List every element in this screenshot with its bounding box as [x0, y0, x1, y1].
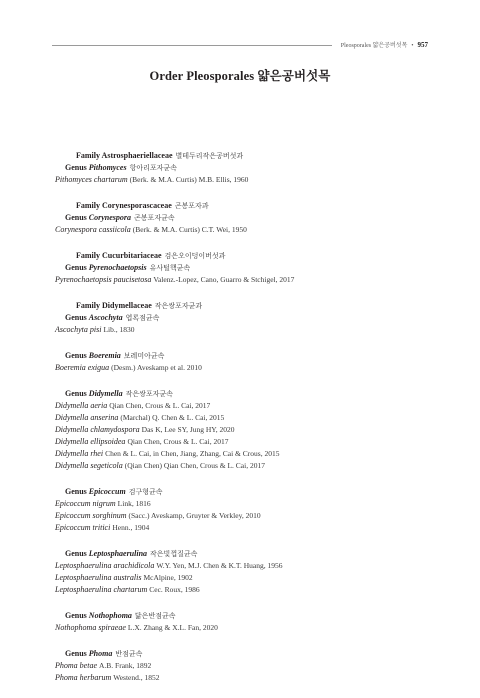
family-line [55, 150, 435, 162]
species-name: Didymella chlamydospora [55, 425, 140, 434]
genus-korean-name: 검구형균속 [128, 488, 163, 496]
species-line [55, 362, 435, 374]
genus-korean-name: 반점균속 [115, 650, 143, 658]
genus-prefix: Genus [65, 313, 87, 322]
species-line [55, 274, 435, 286]
species-line [55, 510, 435, 522]
family-name: Family Corynesporascaceae [76, 201, 172, 210]
genus-line [55, 648, 435, 660]
genus-prefix: Genus [65, 213, 87, 222]
species-authority: Qian Chen, Crous & L. Cai, 2017 [127, 437, 229, 446]
family-name: Family Didymellaceae [76, 301, 152, 310]
species-name: Didymella aeria [55, 401, 108, 410]
species-authority: Link, 1816 [117, 499, 151, 508]
taxon-section [55, 150, 435, 186]
species-authority: McAlpine, 1902 [143, 573, 193, 582]
taxon-section [55, 610, 435, 634]
species-name: Phoma betae [55, 661, 97, 670]
genus-name: Corynespora [88, 213, 132, 222]
genus-korean-name: 곤봉포자균속 [134, 214, 175, 222]
species-line [55, 174, 435, 186]
species-name: Nothophoma spiraeae [55, 623, 126, 632]
species-authority: W.Y. Yen, M.J. Chen & K.T. Huang, 1956 [156, 561, 283, 570]
species-authority: Chen & L. Cai, in Chen, Jiang, Zhang, Cai & Crous, 2015 [105, 449, 280, 458]
genus-line [55, 212, 435, 224]
genus-korean-name: 보레미아균속 [123, 352, 165, 360]
family-korean-name: 검은오이덩이버섯과 [164, 252, 226, 260]
species-authority: (Desm.) Aveskamp et al. 2010 [111, 363, 202, 372]
species-authority: (Qian Chen) Qian Chen, Crous & L. Cai, 2017 [124, 461, 265, 470]
family-line [55, 250, 435, 262]
taxon-section [55, 388, 435, 472]
family-name: Family Astrosphaeriellaceae [76, 151, 173, 160]
species-authority: (Marchal) Q. Chen & L. Cai, 2015 [120, 413, 225, 422]
taxon-section [55, 300, 435, 336]
species-authority: Henn., 1904 [112, 523, 150, 532]
family-korean-name: 별테두리작은공버섯과 [175, 152, 244, 160]
species-line [55, 660, 435, 672]
species-name: Boeremia exigua [55, 363, 110, 372]
species-authority: Cec. Roux, 1986 [149, 585, 200, 594]
genus-prefix: Genus [65, 263, 87, 272]
genus-korean-name: 작은쌍포자균속 [125, 390, 173, 398]
genus-korean-name: 닮은반점균속 [134, 612, 176, 620]
species-authority: (Berk. & M.A. Curtis) C.T. Wei, 1950 [132, 225, 247, 234]
species-name: Epicoccum tritici [55, 523, 111, 532]
genus-prefix: Genus [65, 163, 87, 172]
genus-name: Pithomyces [88, 163, 127, 172]
species-line [55, 522, 435, 534]
genus-line [55, 388, 435, 400]
species-name: Ascochyta pisi [55, 325, 102, 334]
genus-name: Phoma [88, 649, 113, 658]
genus-korean-name: 작은빛껍질균속 [150, 550, 198, 558]
header-rule [52, 45, 332, 46]
species-line [55, 448, 435, 460]
species-line [55, 324, 435, 336]
species-line [55, 572, 435, 584]
species-line [55, 224, 435, 236]
species-name: Phoma herbarum [55, 673, 112, 682]
species-name: Leptosphaerulina chartarum [55, 585, 148, 594]
species-name: Didymella ellipsoidea [55, 437, 126, 446]
species-authority: L.X. Zhang & X.L. Fan, 2020 [127, 623, 218, 632]
species-authority: Valenz.-Lopez, Cano, Guarro & Stchigel, 2017 [153, 275, 295, 284]
species-authority: (Sacc.) Aveskamp, Gruyter & Verkley, 2010 [128, 511, 261, 520]
taxon-section [55, 548, 435, 596]
running-head-text [341, 40, 428, 51]
family-name: Family Cucurbitariaceae [76, 251, 162, 260]
page-number: 957 [417, 41, 428, 49]
genus-name: Leptosphaerulina [88, 549, 148, 558]
family-line [55, 200, 435, 212]
bullet-separator: • [411, 43, 414, 49]
taxon-section [55, 200, 435, 236]
species-name: Didymella rhei [55, 449, 104, 458]
taxon-list [55, 150, 435, 698]
taxon-section [55, 486, 435, 534]
genus-name: Pyrenochaetopsis [88, 263, 147, 272]
genus-prefix: Genus [65, 649, 87, 658]
genus-prefix: Genus [65, 389, 87, 398]
taxon-section [55, 250, 435, 286]
species-authority: Lib., 1830 [103, 325, 135, 334]
page-title: Order Pleosporales 얇은공버섯목 [149, 69, 331, 83]
species-name: Didymella anserina [55, 413, 119, 422]
species-line [55, 672, 435, 684]
species-name: Leptosphaerulina arachidicola [55, 561, 155, 570]
genus-korean-name: 유사털핵균속 [149, 264, 191, 272]
species-name: Leptosphaerulina australis [55, 573, 142, 582]
genus-line [55, 610, 435, 622]
species-name: Pithomyces chartarum [55, 175, 128, 184]
family-korean-name: 곤봉포자과 [174, 202, 209, 210]
species-line [55, 412, 435, 424]
genus-name: Boeremia [88, 351, 121, 360]
species-name: Corynespora cassiicola [55, 225, 131, 234]
running-title: Pleosporales 얇은공버섯목 [340, 43, 408, 49]
species-line [55, 560, 435, 572]
taxon-section [55, 350, 435, 374]
family-line [55, 300, 435, 312]
genus-line [55, 486, 435, 498]
genus-prefix: Genus [65, 549, 87, 558]
genus-korean-name: 항아리포자균속 [129, 164, 177, 172]
species-line [55, 400, 435, 412]
genus-name: Epicoccum [88, 487, 126, 496]
species-name: Pyrenochaetopsis paucisetosa [55, 275, 152, 284]
genus-name: Ascochyta [88, 313, 123, 322]
running-head [52, 40, 428, 50]
species-name: Epicoccum sorghinum [55, 511, 127, 520]
genus-line [55, 262, 435, 274]
species-authority: Qian Chen, Crous & L. Cai, 2017 [109, 401, 211, 410]
genus-line [55, 312, 435, 324]
family-korean-name: 작은쌍포자균과 [154, 302, 203, 310]
species-authority: Westend., 1852 [113, 673, 160, 682]
genus-name: Didymella [88, 389, 123, 398]
species-line [55, 622, 435, 634]
species-line [55, 460, 435, 472]
species-line [55, 424, 435, 436]
genus-korean-name: 엽록점균속 [125, 314, 160, 322]
genus-line [55, 350, 435, 362]
species-line [55, 498, 435, 510]
genus-line [55, 162, 435, 174]
species-authority: (Berk. & M.A. Curtis) M.B. Ellis, 1960 [129, 175, 249, 184]
genus-prefix: Genus [65, 487, 87, 496]
species-authority: A.B. Frank, 1892 [99, 661, 152, 670]
genus-name: Nothophoma [88, 611, 132, 620]
species-line [55, 584, 435, 596]
species-name: Didymella segeticola [55, 461, 123, 470]
genus-prefix: Genus [65, 611, 87, 620]
species-name: Epicoccum nigrum [55, 499, 116, 508]
genus-line [55, 548, 435, 560]
species-line [55, 436, 435, 448]
genus-prefix: Genus [65, 351, 87, 360]
species-authority: Das K, Lee SY, Jung HY, 2020 [141, 425, 235, 434]
